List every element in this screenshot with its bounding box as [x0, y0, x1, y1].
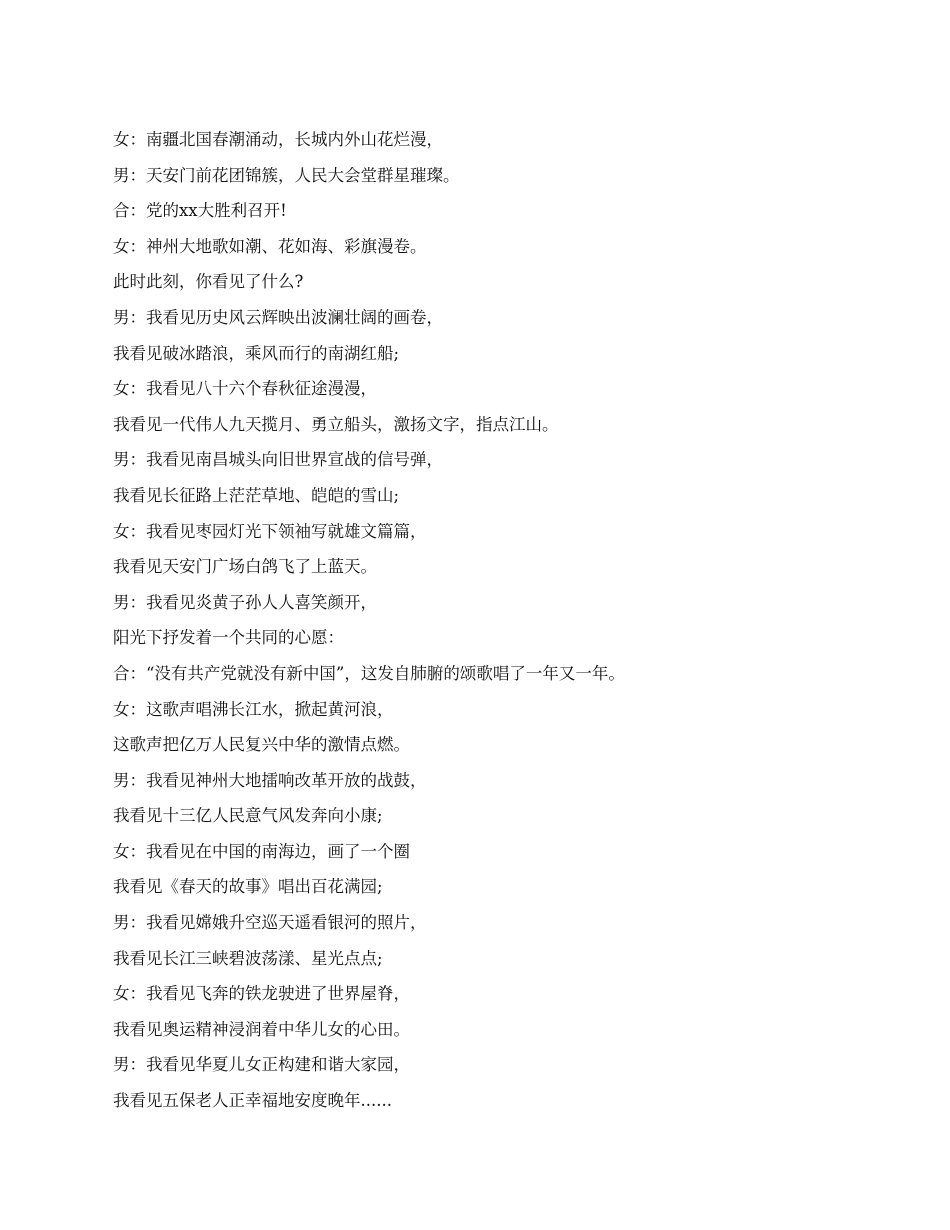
text-line: 男：我看见华夏儿女正构建和谐大家园， — [113, 1055, 410, 1075]
text-line: 女：这歌声唱沸长江水，掀起黄河浪， — [113, 699, 394, 719]
text-line: 女：我看见枣园灯光下领袖写就雄文篇篇， — [113, 521, 427, 541]
text-line: 男：我看见南昌城头向旧世界宣战的信号弹， — [113, 450, 443, 470]
text-line: 女：我看见八十六个春秋征途漫漫， — [113, 379, 377, 399]
text-line: 男：我看见神州大地擂响改革开放的战鼓， — [113, 770, 427, 790]
text-line: 男：我看见炎黄子孙人人喜笑颜开， — [113, 592, 377, 612]
text-line: 我看见一代伟人九天揽月、勇立船头，激扬文字，指点江山。 — [113, 414, 559, 434]
text-line: 我看见天安门广场白鸽飞了上蓝天。 — [113, 557, 377, 577]
text-line: 合：“没有共产党就没有新中国”，这发自肺腑的颂歌唱了一年又一年。 — [113, 663, 625, 683]
text-line: 此时此刻，你看见了什么? — [113, 272, 304, 292]
text-line: 我看见奥运精神浸润着中华儿女的心田。 — [113, 1019, 410, 1039]
text-line: 我看见十三亿人民意气风发奔向小康; — [113, 806, 383, 826]
text-line: 我看见五保老人正幸福地安度晚年...... — [113, 1091, 392, 1111]
text-line: 我看见长江三峡碧波荡漾、星光点点; — [113, 948, 383, 968]
text-line: 男：我看见嫦娥升空巡天遥看银河的照片， — [113, 913, 427, 933]
text-line: 女：我看见在中国的南海边，画了一个圈 — [113, 841, 410, 861]
text-line: 男：我看见历史风云辉映出波澜壮阔的画卷， — [113, 307, 443, 327]
text-line: 这歌声把亿万人民复兴中华的激情点燃。 — [113, 735, 410, 755]
text-line: 我看见长征路上茫茫草地、皑皑的雪山; — [113, 485, 400, 505]
text-body — [113, 122, 903, 1119]
text-line: 我看见《春天的故事》唱出百花满园; — [113, 877, 383, 897]
text-line: 女：我看见飞奔的铁龙驶进了世界屋脊， — [113, 984, 410, 1004]
text-line: 女：南疆北国春潮涌动，长城内外山花烂漫， — [113, 130, 443, 149]
text-line: 我看见破冰踏浪，乘风而行的南湖红船; — [113, 343, 400, 363]
text-line: 阳光下抒发着一个共同的心愿： — [113, 628, 344, 648]
text-line: 男：天安门前花团锦簇，人民大会堂群星璀璨。 — [113, 165, 460, 185]
text-line: 合：党的xx大胜利召开! — [113, 201, 287, 221]
text-line: 女：神州大地歌如潮、花如海、彩旗漫卷。 — [113, 236, 427, 256]
